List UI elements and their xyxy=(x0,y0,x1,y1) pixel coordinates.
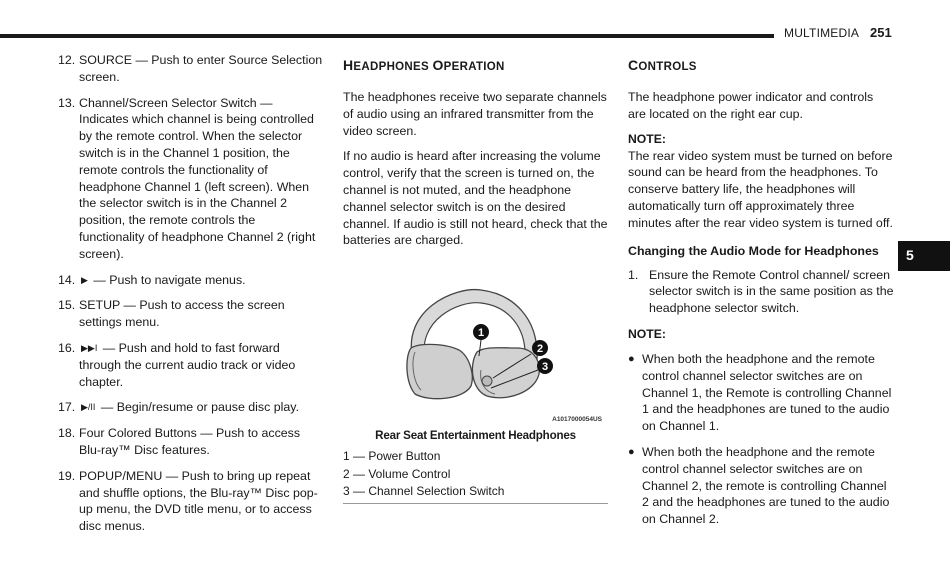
bullet-item: ● When both the headphone and the remote control channel selector switches are on Channel 2, the remote is controlling Channel 2 and the headphones are tuned to the audio on Channel 2. xyxy=(628,444,890,527)
legend-item: 1 — Power Button xyxy=(343,449,441,464)
divider xyxy=(343,503,608,504)
note-label: NOTE: xyxy=(628,131,666,146)
chapter-tab: 5 xyxy=(898,241,950,271)
play-pause-icon: ▶/II xyxy=(81,402,96,413)
list-item: 14. ▶ — Push to navigate menus. xyxy=(58,272,246,287)
list-item: 18. Four Colored Buttons — Push to access Blu-ray™ Disc features. xyxy=(58,426,301,457)
section-heading-headphones-operation: HEADPHONES OPERATION xyxy=(343,57,505,73)
running-header-section: MULTIMEDIA xyxy=(784,26,860,40)
bullet-item: ● When both the headphone and the remote control channel selector switches are on Channel 1, the Remote is controlling Channel 1 and the headphones are tuned to the audio on Channel 1. xyxy=(628,351,892,434)
list-item: 16. ▶▶I — Push and hold to fast forward through the current audio track or video chapter. xyxy=(58,340,296,389)
callout-3: 3 xyxy=(541,361,549,374)
list-item: 13. Channel/Screen Selector Switch — Indicates which channel is being controlled by the remote control. When the selector switch is in the Channel 1 position, the remote controls the functionality of headphone Channel 1 (left screen). When the selector switch is in the Channel 2 position, the remote controls the functionality of headphone Channel 2 (right screen). xyxy=(58,95,316,261)
list-item: 15. SETUP — Push to access the screen settings menu. xyxy=(58,298,285,330)
callout-2: 2 xyxy=(536,343,544,356)
headphones-illustration xyxy=(343,278,608,423)
note-label: NOTE: xyxy=(628,326,666,341)
paragraph: The headphone power indicator and controls are located on the right ear cup. xyxy=(628,90,874,121)
play-arrow-icon: ▶ xyxy=(81,274,88,285)
callout-1: 1 xyxy=(477,327,485,340)
subheading: Changing the Audio Mode for Headphones xyxy=(628,243,879,258)
middle-column xyxy=(343,52,608,504)
step-item: 1. Ensure the Remote Control channel/ screen selector switch is in the same position as the headphone selector switch. xyxy=(628,267,894,316)
legend-item: 3 — Channel Selection Switch xyxy=(343,484,505,499)
list-item: 19. POPUP/MENU — Push to bring up repeat and shuffle options, the Blu-ray™ Disc pop-up menu, the DVD title menu, or to access disc menus. xyxy=(58,468,318,534)
bullet-icon: ● xyxy=(628,445,635,458)
right-column xyxy=(628,52,894,537)
paragraph: The headphones receive two separate channels of audio using an infrared transmitter from the video screen. xyxy=(343,90,607,138)
legend-item: 2 — Volume Control xyxy=(343,466,451,481)
paragraph: If no audio is heard after increasing the volume control, verify that the screen is turned on, the channel is not muted, and the headphone channel selector switch is on the desired channel. If audio is still not heard, check that the batteries are charged. xyxy=(343,149,608,248)
section-heading-controls: CONTROLS xyxy=(628,57,697,73)
note-text: The rear video system must be turned on before sound can be heard from the headphones. To conserve battery life, the headphones will automatically turn off approximately three minutes after the rear video system is turned off. xyxy=(628,148,893,230)
headphones-drawing xyxy=(343,278,608,423)
fast-forward-icon: ▶▶I xyxy=(81,342,98,353)
figure-caption: Rear Seat Entertainment Headphones xyxy=(375,429,576,443)
figure-code: A1017000054US xyxy=(552,416,602,424)
list-item: 17. ▶/II — Begin/resume or pause disc play. xyxy=(58,400,300,415)
list-item: 12. SOURCE — Push to enter Source Selection screen. xyxy=(58,53,323,84)
header-rule xyxy=(0,34,774,38)
left-column xyxy=(58,52,324,544)
page-number: 251 xyxy=(870,25,892,40)
bullet-icon: ● xyxy=(628,352,635,365)
